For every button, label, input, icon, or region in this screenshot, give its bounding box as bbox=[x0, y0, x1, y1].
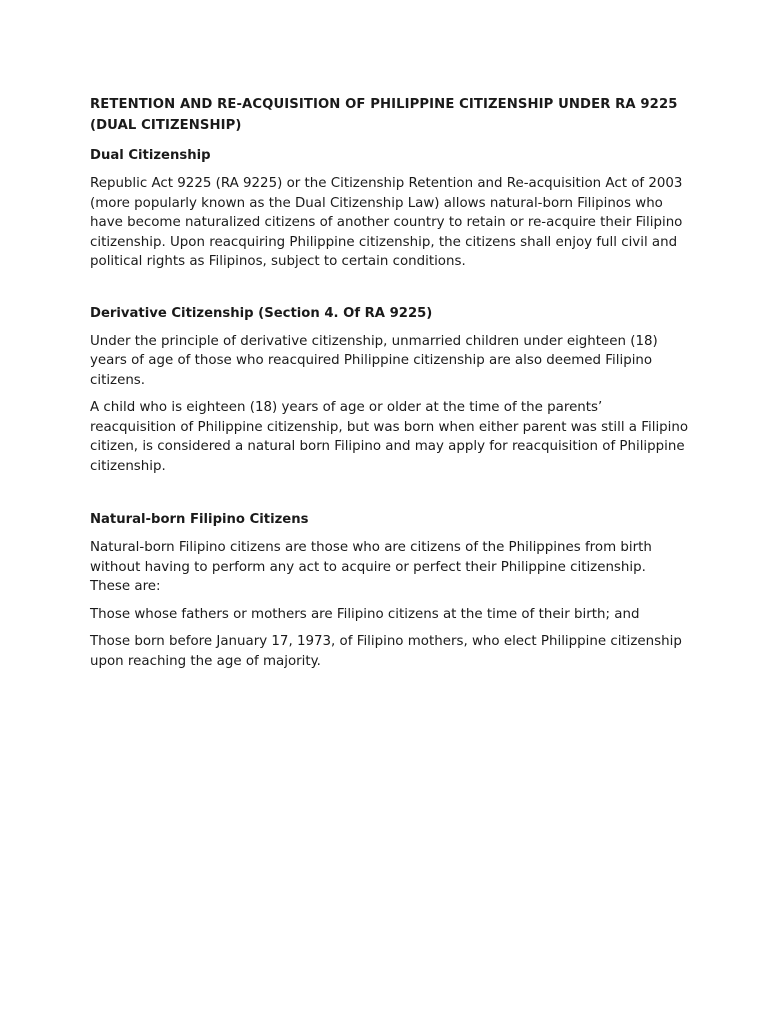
paragraph: Those born before January 17, 1973, of Filipino mothers, who elect Philippine citizenship upon reaching the age of majority. bbox=[90, 634, 682, 669]
section-heading: Natural-born Filipino Citizens bbox=[90, 512, 309, 527]
paragraph: Natural-born Filipino citizens are those who are citizens of the Philippines from birth without having to perform any act to acquire or perfect their Philippine citizenship. These are: bbox=[90, 540, 652, 594]
section-natural-born-citizens bbox=[90, 510, 690, 671]
document-title: RETENTION AND RE-ACQUISITION OF PHILIPPINE CITIZENSHIP UNDER RA 9225 (DUAL CITIZENSHIP) bbox=[90, 97, 678, 133]
paragraph: Under the principle of derivative citizenship, unmarried children under eighteen (18) years of age of those who reacquired Philippine citizenship are also deemed Filipino citizens. bbox=[90, 333, 658, 388]
section-dual-citizenship bbox=[90, 146, 690, 272]
section-derivative-citizenship bbox=[90, 304, 690, 477]
section-spacer bbox=[90, 280, 690, 304]
section-heading: Dual Citizenship bbox=[90, 148, 211, 163]
section-heading: Derivative Citizenship (Section 4. Of RA 9225) bbox=[90, 305, 433, 321]
paragraph: Republic Act 9225 (RA 9225) or the Citizenship Retention and Re-acquisition Act of 2003 (more popularly known as the Dual Citizenship Law) allows natural-born Filipinos who have become naturalized citizens of another country to retain or re-acquire their Filipino citizenship. Upon reacquiring Philippine citizenship, the citizens shall enjoy full civil and political rights as Filipinos, subject to certain conditions. bbox=[90, 176, 683, 269]
paragraph: Those whose fathers or mothers are Filipino citizens at the time of their birth; and bbox=[90, 606, 640, 622]
paragraph: A child who is eighteen (18) years of age or older at the time of the parents’ reacquisition of Philippine citizenship, but was born when either parent was still a Filipino citizen, is considered a natural born Filipino and may apply for reacquisition of Philippine citizenship. bbox=[90, 400, 689, 474]
document-page bbox=[90, 94, 690, 679]
section-spacer bbox=[90, 484, 690, 510]
